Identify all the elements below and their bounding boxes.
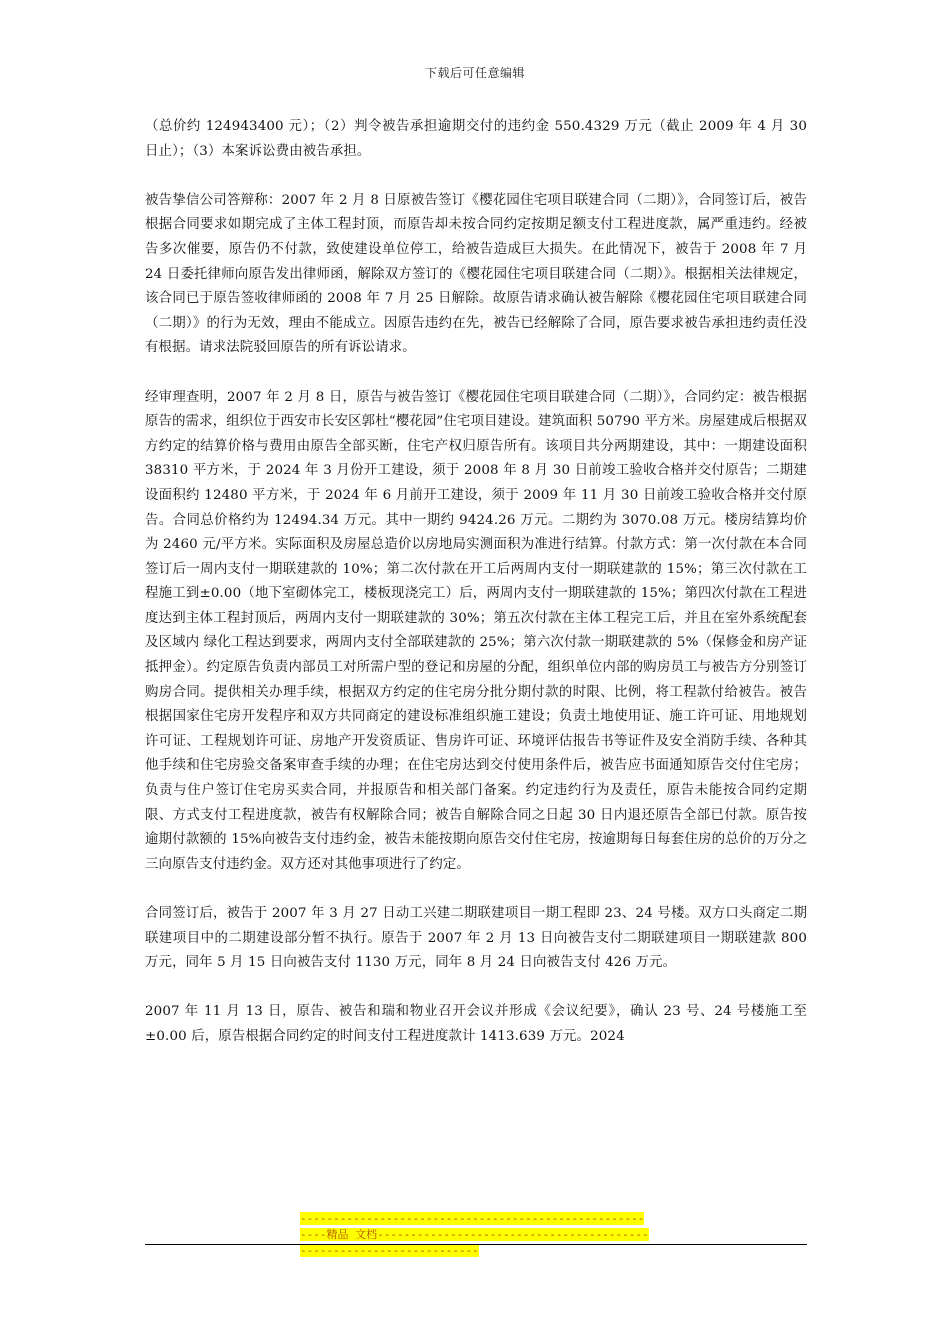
document-body <box>145 115 807 1074</box>
paragraph-meeting-minutes: 2007 年 11 月 13 日，原告、被告和瑞和物业召开会议并形成《会议纪要》，确认 23 号、24 号楼施工至±0.00 后，原告根据合同约定的时间支付工程进度款计 1413.639 万元。2024 <box>145 1004 807 1044</box>
paragraph-findings: 经审理查明，2007 年 2 月 8 日，原告与被告签订《樱花园住宅项目联建合同（二期）》，合同约定：被告根据原告的需求，组织位于西安市长安区郭杜“樱花园”住宅项目建设。建筑面积 50790 平方米。房屋建成后根据双方约定的结算价格与费用由原告全部买断，住宅产权归原告所有。该项目共分两期建设，其中：一期建设面积 38310 平方米，于 2024 年 3 月份开工建设，须于 2008 年 8 月 30 日前竣工验收合格并交付原告；二期建设面积约 12480 平方米，于 2024 年 6 月前开工建设，须于 2009 年 11 月 30 日前竣工验收合格并交付原告。合同总价格约为 12494.34 万元。其中一期约 9424.26 万元。二期约为 3070.08 万元。楼房结算均价为 2460 元/平方米。实际面积及房屋总造价以房地局实测面积为准进行结算。付款方式：第一次付款在本合同签订后一周内支付一期联建款的 10%；第二次付款在开工后两周内支付一期联建款的 15%；第三次付款在工程施工到±0.00（地下室砌体完工，楼板现浇完工）后，两周内支付一期联建款的 15%；第四次付款在工程进度达到主体工程封顶后，两周内支付一期联建款的 30%；第五次付款在主体工程完工后，并且在室外系统配套及区域内 绿化工程达到要求，两周内支付全部联建款的 25%；第六次付款一期联建款的 5%（保修金和房产证抵押金）。约定原告负责内部员工对所需户型的登记和房屋的分配，组织单位内部的购房员工与被告方分别签订购房合同。提供相关办理手续，根据双方约定的住宅房分批分期付款的时限、比例，将工程款付给被告。被告根据国家住宅房开发程序和双方共同商定的建设标准组织施工建设；负责土地使用证、施工许可证、用地规划许可证、工程规划许可证、房地产开发资质证、售房许可证、环境评估报告书等证件及安全消防手续、各种其他手续和住宅房验交备案审查手续的办理；在住宅房达到交付使用条件后，被告应书面通知原告交付住宅房；负责与住户签订住宅房买卖合同，并报原告和相关部门备案。约定违约行为及责任，原告未能按合同约定期限、方式支付工程进度款，被告有权解除合同；被告自解除合同之日起 30 日内退还原告全部已付款。原告按逾期付款额的 15%向被告支付违约金，被告未能按期向原告交付住宅房，按逾期每日每套住房的总价的万分之三向原告支付违约金。双方还对其他事项进行了约定。 <box>145 389 807 872</box>
page-header: 下载后可任意编辑 <box>424 66 525 80</box>
paragraph-claims-end: （总价约 124943400 元）；（2）判令被告承担逾期交付的违约金 550.4329 万元（截止 2009 年 4 月 30 日止）；（3）本案诉讼费由被告承担。 <box>145 119 807 159</box>
footer-watermark-text: --------------------------------------------------------精品 文档-------------------------------------------------------------------- <box>300 1212 649 1257</box>
paragraph-defense: 被告挚信公司答辩称：2007 年 2 月 8 日原被告签订《樱花园住宅项目联建合同（二期）》，合同签订后，被告根据合同要求如期完成了主体工程封顶，而原告却未按合同约定按期足额支付工程进度款，属严重违约。经被告多次催要，原告仍不付款，致使建设单位停工，给被告造成巨大损失。在此情况下，被告于 2008 年 7 月 24 日委托律师向原告发出律师函，解除双方签订的《樱花园住宅项目联建合同（二期）》。根据相关法律规定，该合同已于原告签收律师函的 2008 年 7 月 25 日解除。故原告请求确认被告解除《樱花园住宅项目联建合同（二期）》的行为无效，理由不能成立。因原告违约在先，被告已经解除了合同，原告要求被告承担违约责任没有根据。请求法院驳回原告的所有诉讼请求。 <box>145 192 807 356</box>
footer-divider <box>145 1244 807 1245</box>
paragraph-performance: 合同签订后，被告于 2007 年 3 月 27 日动工兴建二期联建项目一期工程即 23、24 号楼。双方口头商定二期联建项目中的二期建设部分暂不执行。原告于 2007 年 2 月 13 日向被告支付二期联建项目一期联建款 800 万元，同年 5 月 15 日向被告支付 1130 万元，同年 8 月 24 日向被告支付 426 万元。 <box>145 906 807 971</box>
footer-watermark <box>300 1211 650 1259</box>
